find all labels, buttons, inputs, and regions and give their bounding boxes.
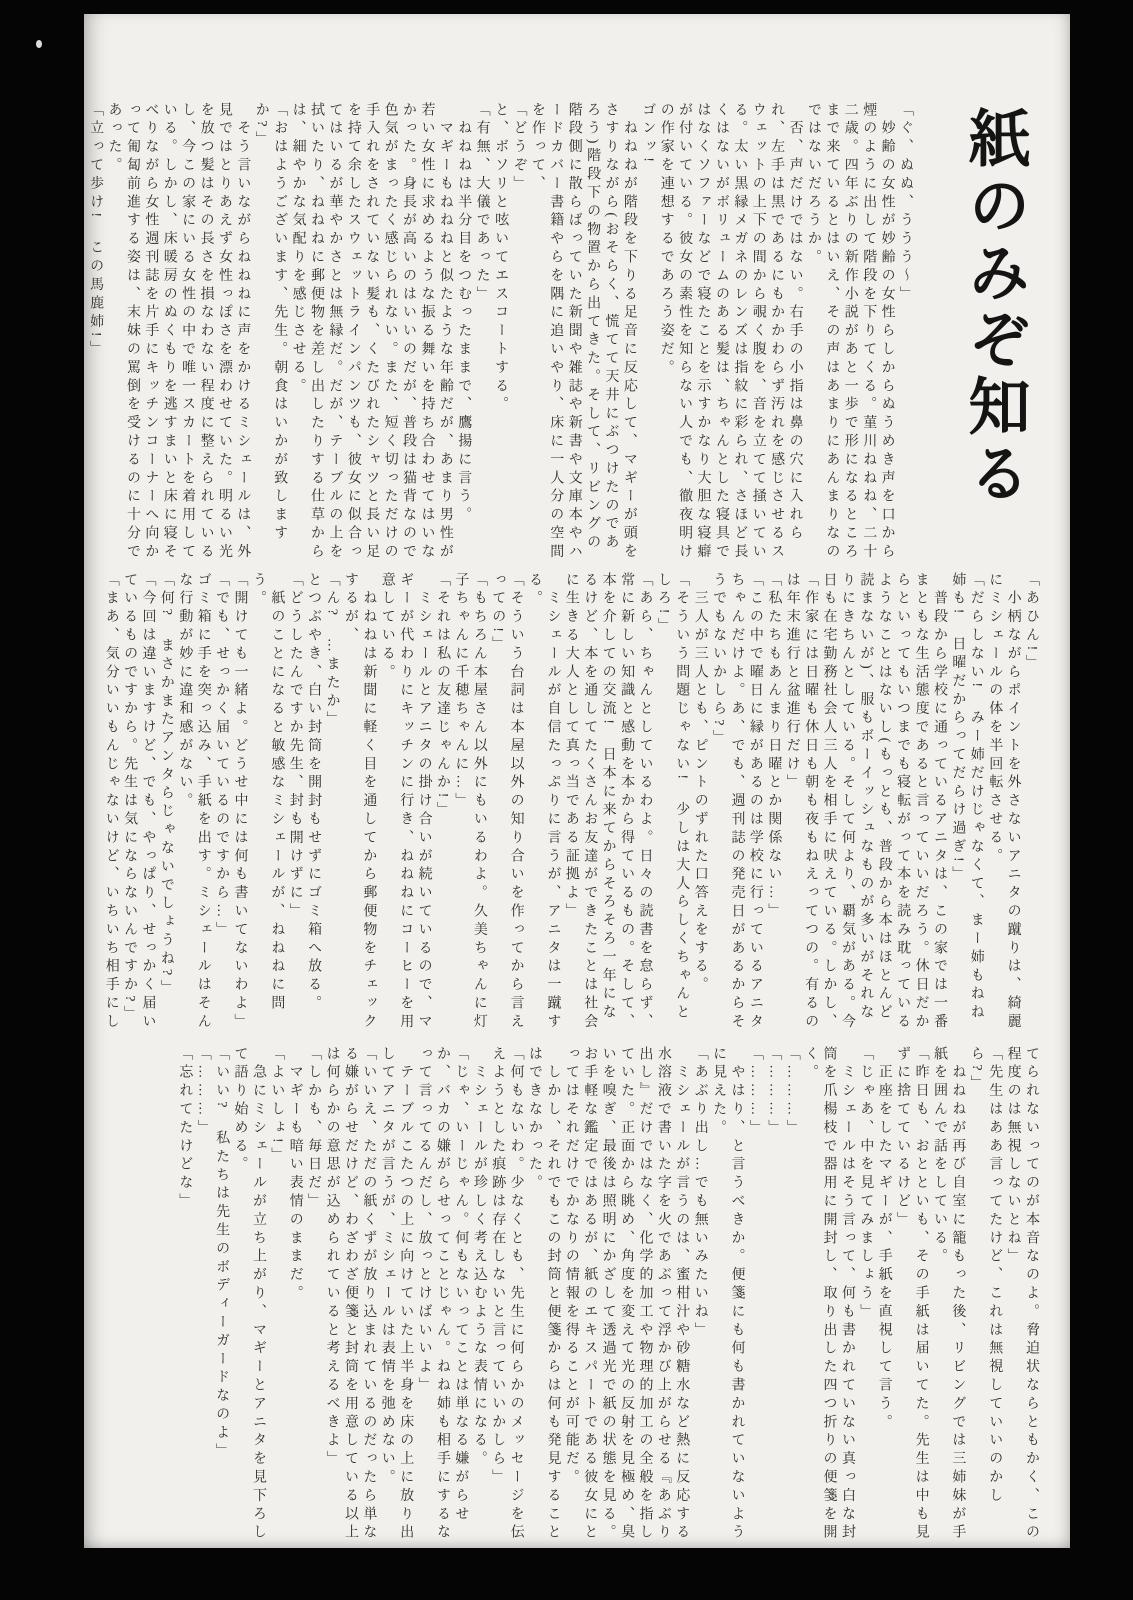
paragraph: とつぶやき、白い封筒を開封もせずにゴミ箱へ放る。 xyxy=(306,572,322,1014)
paragraph: 普段から学校に通っているアニタは、この家では一番まともな生活態度であると言っていいだろう。休日だからといってもいつまでも寝転がって本を読み耽っているようなことはないし(もっとも、普段から本はほとんど読まないが)、服もボーイッシュなものが多いがそれなりにきちんとしている。そして何より、覇気がある。今日も在宅勤務社会人三人を相手に吠えている。しかし、 xyxy=(821,572,947,1032)
paragraph: 正座をしたマギーが、手紙を直視して言う。 xyxy=(876,1046,892,1433)
paragraph: 「私たちもあんまり日曜とか関係ない…」 xyxy=(766,572,782,922)
paragraph: 「じゃ、いーじゃん。何もないってことは単なる嫌がらせか、バカの嫌がらせってことじゃん。ねね姉も相手にするなって言ってるんだし、放っとけばいいよ」 xyxy=(416,1046,469,1543)
text-band-top xyxy=(88,102,1040,564)
text-band-middle xyxy=(98,572,1040,1040)
paragraph: 「ん? …またか」 xyxy=(324,572,340,730)
paragraph: 「何もないわ。少なくとも、先生に何らかのメッセージを伝えようとした痕跡は存在しないと言っていいかしら」 xyxy=(490,1046,524,1543)
paragraph: マギーもねねねと似たような年齢だが、あまり男性が若い女性に求めるような振る舞いを持ち合わせてはいなかった。身長が高いのはいいのだが、普段は猫背なので色気がまったく感じられない。また、短く切っただけの手入れをされていない髪も、くたびれたシャツと長い足を持て余したスウェットラインパンツも、彼女に似合ってはいるが華やかさとは無縁だ。だが、テーブルの上を拭いたり、ねねねに郵便物を差し出したりする仕草からは、細やかな気配りを感じさせる。 xyxy=(290,102,453,562)
paragraph: 「昨日も、おとといも、その手紙は届いてた。先生は中も見ずに捨てているけど」 xyxy=(895,1046,929,1543)
paragraph: ねねねは半分目をつむったままで、鷹揚に言う。 xyxy=(456,102,472,526)
paragraph: 紙のことになると敏感なミシェールが、ねねねに問う。 xyxy=(250,572,285,1014)
paragraph: ねねねが再び自室に籠もった後、リビングでは三姉妹が手紙を囲んで話をしている。 xyxy=(931,1046,966,1543)
paragraph: 「もちろん本屋さん以外にもいるわよ。久美ちゃんに灯子ちゃんに千穂ちゃんに…」 xyxy=(453,572,487,1032)
paragraph: やはり、と言うべきか。便箋にも何も書かれていないように見えた。 xyxy=(711,1046,745,1543)
paragraph: 「何? まさかまたアンタらじゃないでしょうね?」 xyxy=(158,572,174,999)
paragraph: ミシェールが自信たっぷりに言うが、アニタは一蹴する。 xyxy=(527,572,561,1032)
scan-artifact-speck xyxy=(36,40,42,48)
paragraph: 「開けても一緒よ。どうせ中には何も書いてないわよ」 xyxy=(232,572,248,1032)
paragraph: 「どうしたんですか先生、封も開けずに」 xyxy=(287,572,303,922)
paragraph: 「あぶり出し…でも無いみたいね」 xyxy=(692,1046,708,1341)
paragraph: てられないってのが本音なのよ。脅迫状ならともかく、この程度のは無視しないとね」 xyxy=(1005,1046,1039,1543)
paragraph: 「この中で曜日に縁があるのは学校に行っているアニタちゃんだけよ。あ、でも、週刊誌の発売日があるからそうでもないかしら?」 xyxy=(711,572,763,1032)
paragraph: そう言いながらねねねに声をかけるミシェールは、外見ではとりあえず女性っぽさを漂わせていた。明るい光を放つ髪はその長さを損なわない程度に整えられているし、今この家にいる女性の中で唯一スカートを着用している。しかし、床暖房のぬくもりを逃すまいと床に寝そべりながら女性週刊誌を片手にキッチンコーナーへ向かって匍匐前進する姿は、末妹の罵倒を受けるのに十分であった。 xyxy=(106,102,251,562)
paragraph: 「そういう問題じゃない! 少しは大人らしくちゃんとしろ!」 xyxy=(655,572,690,1023)
paragraph: ミシェールが言うのは、蜜柑汁や砂糖水など熱に反応する水溶液で書いた字を火であぶって浮かび上がらせる『あぶり出し』だけではなく、化学的加工や物理的加工の全般を指していた。正面から眺め、角度を変えて光の反射を見極め、臭いを嗅ぎ、最後は照明にかざして透過光で紙の状態を見る。お手軽な鑑定ではあるが、紙のエキスパートである彼女にとってはそれだけでかなりの情報を得ることが可能だ。 xyxy=(563,1046,690,1543)
paragraph: 「………」 xyxy=(766,1046,782,1138)
paragraph: 「作家には日曜も休日も朝も夜もねえってつの。有るのは年末進行と盆進行だけ」 xyxy=(784,572,819,1032)
story-title: 紙のみぞ知る xyxy=(959,106,1028,508)
paragraph: 「………」 xyxy=(747,1046,763,1138)
paragraph: ゴンッ! xyxy=(640,102,656,167)
paragraph: ゴミ箱に手を突っ込み、手紙を出す。ミシェールはそんな行動が妙に違和感がない。 xyxy=(177,572,211,1032)
paragraph: 三人が三人とも、ピントのずれた口答えをする。 xyxy=(692,572,708,996)
paragraph: しかし、それでもこの封筒と便箋からは何も発見することはできなかった。 xyxy=(527,1046,561,1543)
paragraph: 「立って歩け! この馬鹿姉!」 xyxy=(88,102,104,360)
paragraph: ミシェールはそう言って、何も書かれていない真っ白な封筒を爪楊枝で器用に開封し、取り出した四つ折りの便箋を開く。 xyxy=(803,1046,855,1543)
paragraph: 「あひん!」 xyxy=(1024,572,1039,674)
paragraph: ミシェールが珍しく考え込むような表情になる。 xyxy=(471,1046,487,1470)
text-columns-bottom xyxy=(175,1046,1040,1546)
paragraph: 「いい? 私たちは先生のボディーガードなのよ」 xyxy=(214,1046,230,1462)
text-columns-top xyxy=(86,102,914,564)
paragraph: 「だらしない! みー姉だけじゃなくて、まー姉もねね姉も! 日曜だからってだらけ過ぎ!」 xyxy=(950,572,984,1023)
paragraph: と、ボソリと呟いてエスコートする。 xyxy=(493,102,509,415)
paragraph: テーブルこたつの上に向けていた上半身を床の上に放り出してアニタが言うが、ミシェールは表情を弛めない。 xyxy=(379,1046,414,1543)
paragraph: 「どうぞ」 xyxy=(511,102,527,194)
text-columns-middle xyxy=(101,572,1040,1040)
paragraph: 「先生はああ言ってたけど、これは無視していいのかしら?」 xyxy=(968,1046,1003,1506)
paragraph: 「有無、大儀であった」 xyxy=(474,102,490,305)
paragraph: 「………」 xyxy=(784,1046,800,1138)
paragraph: マギーも暗い表情のままだ。 xyxy=(287,1046,303,1304)
paragraph: 「あら、ちゃんとしているわよ。日々の読書を怠らず、常に新しい知識と感動を本から得ているもの。そして、本を介しての交流! 日本に来てからそろそろ一年になるけど、本を通してたくさんお友達ができたことは社会に生きる大人として真っ当である証拠よ」 xyxy=(563,572,653,1032)
paragraph: 「まあ、気分いいもんじゃないけど、いちいち相手にし xyxy=(103,572,119,1032)
scanned-page xyxy=(84,14,1070,1548)
paragraph: 「おはようございます、先生。朝食はいかが致しますか?」 xyxy=(253,102,288,544)
paragraph: 妙齢の女性が妙齢の女性らしからぬうめき声を口から煙のように出して階段を下りてくる。菫川ねねね、二十二歳。四年ぶりの新作小説があと一歩で形になるところまで来ているとはいえ、その声はあまりにあんまりなのではないだろうか。 xyxy=(805,102,895,562)
paragraph: 「………」 xyxy=(195,1046,211,1138)
paragraph: 「忘れてたけどな」 xyxy=(177,1046,193,1212)
paragraph: 「そういう台詞は本屋以外の知り合いを作ってから言えっての!」 xyxy=(490,572,524,1032)
paragraph: ミシェールとアニタの掛け合いが続いているので、マギーが代わりにキッチンに行き、ねねねにコーヒーを用意している。 xyxy=(379,572,432,1032)
paragraph: ねねねが階段を下りる足音に反応して、マギーが頭をさすりながら(おそらく、慌てて天井にぶつけたのであろう)階段下の物置から出てきた。そして、リビングの階段側に散らばっていた新聞や雑誌や新書や文庫本やハードカバー書籍やらを隅に追いやり、床に一人分の空間を作って、 xyxy=(529,102,637,562)
text-band-bottom xyxy=(98,1046,1040,1546)
paragraph: 小柄ながらポイントを外さないアニタの蹴りは、綺麗にミシェールの体を半回転させる。 xyxy=(987,572,1021,1032)
paragraph: 「じゃあ、中を見てみましょう」 xyxy=(858,1046,874,1322)
paragraph: 「よいしょ!」 xyxy=(269,1046,285,1166)
paragraph: 「今回は違いますけど、でも、やっぱり、せっかく届いているものですから。先生は気にならないんですか?」 xyxy=(122,572,156,1032)
paragraph: ねねねは新聞に軽く目を通してから郵便物をチェックするが、 xyxy=(342,572,377,1032)
paragraph: 「それは私の友達じゃんか!」 xyxy=(435,572,450,821)
paragraph: 「いいえ、ただの紙くずが放り込まれているのだったら単なる嫌がらせだけど、わざわざ便箋と封筒を用意している以上は何らかの意思が込められていると考えるべきよ」 xyxy=(324,1046,377,1543)
paragraph: 急にミシェールが立ち上がり、マギーとアニタを見下ろして語り始める。 xyxy=(232,1046,266,1543)
paragraph: 「ぐ、ぬぬ、ううう〜」 xyxy=(898,102,913,305)
paragraph: 「しかも、毎日だ」 xyxy=(306,1046,322,1212)
paragraph: 否、声だけではない。右手の小指は鼻の穴に入れられ、左手は黒であるにもかかわらず汚れを感じさせるスウェットの上下の間から覗く腹を、音を立てて掻いている。太い黒縁メガネのレンズは指紋に彩られ、さほど長くはないがボリュームのある髪は、ちゃんとした寝具ではなくソファーなどで寝たことを示すかなり大胆な寝癖が付いている。彼女の素性を知らない人でも、徹夜明けの作家を連想するであろう姿だ。 xyxy=(658,102,803,562)
paragraph: 「でも、せっかく届いているのですから…」 xyxy=(214,572,230,940)
